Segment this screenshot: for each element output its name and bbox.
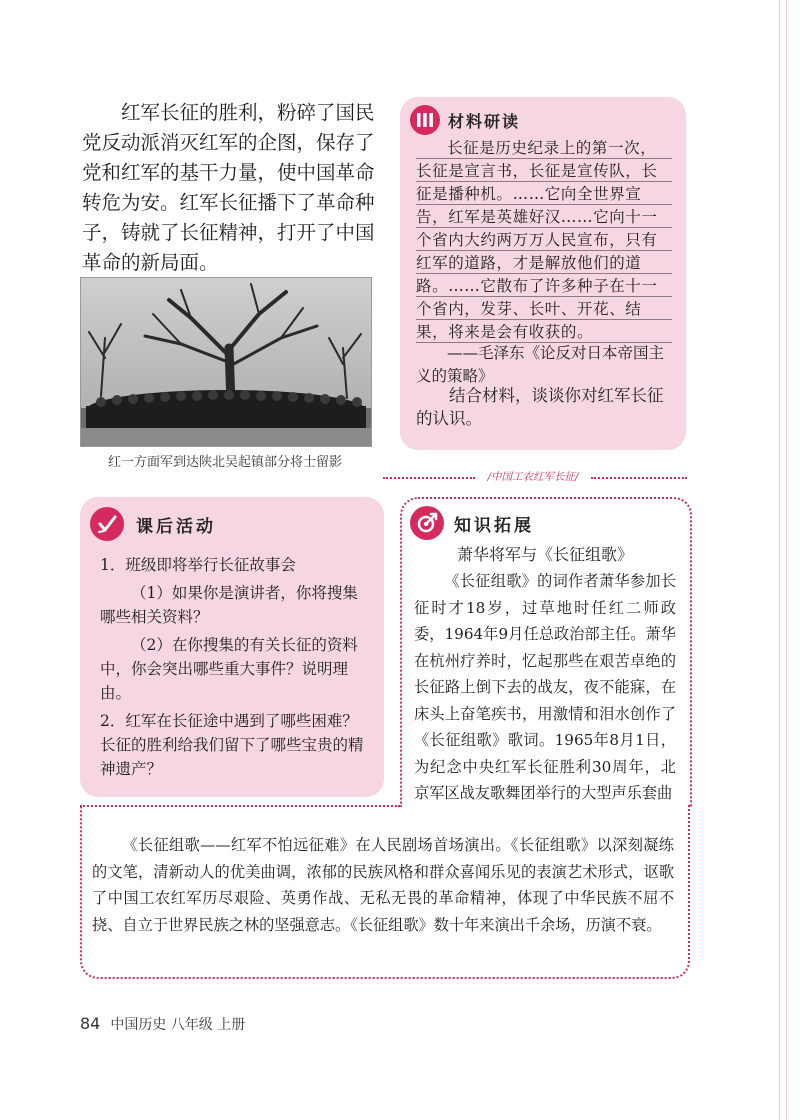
activity-question-2: 2．红军在长征途中遇到了哪些困难？长征的胜利给我们留下了哪些宝贵的精神遗产？	[100, 712, 364, 778]
divider-dots-left	[383, 477, 475, 479]
knowledge-title: 知识拓展	[454, 515, 534, 536]
material-question: 结合材料，谈谈你对红军长征的认识。	[416, 386, 664, 428]
target-arrow-icon	[410, 506, 444, 540]
material-source: ——毛泽东《论反对日本帝国主义的策略》	[416, 344, 665, 385]
book-title: 中国历史 八年级 上册	[110, 1017, 246, 1033]
material-quote: 长征是历史纪录上的第一次，长征是宣言书，长征是宣传队，长征是播种机。……它向全世界宣告，红军是英雄好汉……它向十一个省内大约两万万人民宣布，只有红军的道路，才是解放他们的道路。……它散布了许多种子在十一个省内，发芽、长叶、开花、结果，将来是会有收获的。	[416, 137, 672, 344]
page-edge-line	[786, 0, 787, 1120]
historical-photo	[80, 277, 372, 447]
activity-question-1a: （1）如果你是演讲者，你将搜集哪些相关资料？	[100, 584, 358, 626]
knowledge-text-part2: 《长征组歌——红军不怕远征难》在人民剧场首场演出。《长征组歌》以深刻凝练的文笔，清新动人的优美曲调，浓郁的民族风格和群众喜闻乐见的表演艺术形式，讴歌了中国工农红军历尽艰险、英勇作战、无私无畏的革命精神，体现了中华民族不屈不挠、自立于世界民族之林的坚强意志。《长征组歌》数十年来演出千余场，历演不衰。	[92, 836, 674, 934]
roman-three-icon	[410, 105, 440, 135]
activity-question-1b: （2）在你搜集的有关长征的资料中，你会突出哪些重大事件？说明理由。	[100, 636, 358, 702]
material-title: 材料研读	[448, 111, 521, 131]
after-class-activity-box	[80, 497, 384, 797]
main-paragraph: 红军长征的胜利，粉碎了国民党反动派消灭红军的企图，保存了党和红军的基干力量，使中国革命转危为安。红军长征播下了革命种子，铸就了长征精神，打开了中国革命的新局面。	[82, 101, 375, 274]
photo-illustration	[81, 278, 371, 446]
activity-questions	[100, 553, 368, 781]
knowledge-subtitle: 萧华将军与《长征组歌》	[456, 545, 633, 564]
pencil-check-icon	[90, 507, 124, 541]
divider-dots-right	[591, 477, 687, 479]
divider-label: /中国工农红军长征/	[487, 471, 579, 483]
photo-caption: 红一方面军到达陕北吴起镇部分将士留影	[107, 455, 342, 470]
activity-title: 课后活动	[136, 516, 216, 537]
section-divider	[383, 470, 687, 484]
page-footer	[80, 1014, 245, 1034]
page-edge-line	[779, 0, 780, 1120]
activity-header	[90, 507, 216, 541]
page-number: 84	[80, 1014, 101, 1033]
knowledge-text-part1: 《长征组歌》的词作者萧华参加长征时才18岁，过草地时任红二师政委，1964年9月任总政治部主任。萧华在杭州疗养时，忆起那些在艰苦卓绝的长征路上倒下去的战友，夜不能寐，在床头上奋笔疾书，用激情和泪水创作了《长征组歌》歌词。1965年8月1日，为纪念中央红军长征胜利30周年，北京军区战友歌舞团举行的大型声乐套曲	[414, 572, 676, 802]
material-header	[410, 105, 520, 135]
activity-question-1: 1．班级即将举行长征故事会	[100, 556, 296, 574]
knowledge-header	[410, 506, 534, 540]
